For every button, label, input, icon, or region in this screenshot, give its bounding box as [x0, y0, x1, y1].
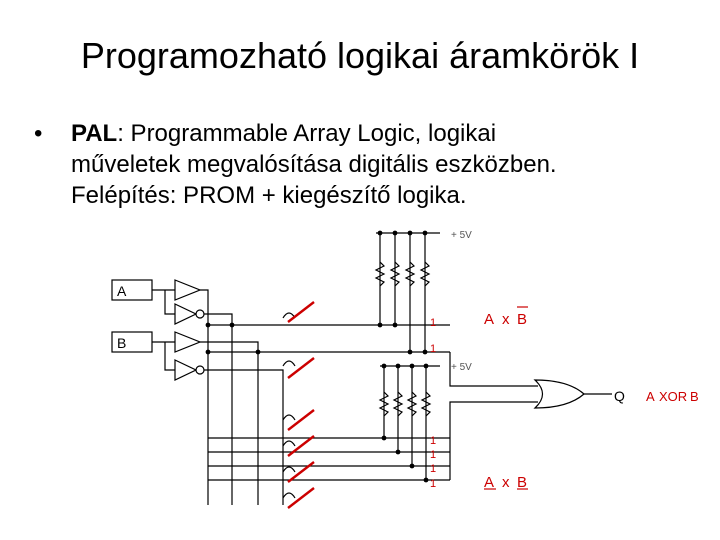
blown-fuse-mark: [288, 358, 314, 378]
blown-fuses: [288, 302, 314, 508]
product-top-b: B: [517, 311, 528, 328]
row-value: 1: [430, 343, 437, 355]
or-gate: [535, 380, 584, 408]
output-expr-a: A: [646, 389, 655, 404]
product-top-a: A: [484, 311, 495, 328]
fuse-links: [283, 313, 295, 498]
row-value: 1: [430, 463, 437, 475]
fuse-link: [283, 441, 295, 446]
output-q-label: Q: [614, 388, 625, 404]
inverter-a: [175, 304, 196, 324]
product-term-top: [484, 307, 528, 328]
product-term-bottom: [484, 474, 528, 491]
supply-label-top: + 5V: [451, 230, 472, 241]
blown-fuse-mark: [288, 410, 314, 430]
blown-fuse-mark: [288, 488, 314, 508]
inverter-b-bubble: [196, 366, 204, 374]
bullet-line-3: Felépítés: PROM + kiegészítő logika.: [71, 182, 467, 209]
pullup-wires-top: [380, 233, 425, 352]
product-lines-bottom: [208, 438, 450, 480]
blown-fuse-mark: [288, 436, 314, 456]
blown-fuse-mark: [288, 462, 314, 482]
output-expr-b: B: [690, 389, 699, 404]
blown-fuse-mark: [288, 302, 314, 322]
pullup-resistors: [376, 262, 430, 416]
slide-title: Programozható logikai áramkörök I: [80, 35, 640, 76]
circuit-wires: [112, 233, 612, 505]
fuse-link: [283, 467, 295, 472]
buffer-b: [175, 332, 200, 352]
input-b-label: B: [117, 335, 127, 351]
bullet-dot: •: [34, 120, 43, 147]
inverter-b: [175, 360, 196, 380]
fuse-link: [283, 493, 295, 498]
product-bottom-x: x: [502, 474, 510, 491]
input-a-wire: [152, 290, 175, 314]
bullet-line-2: műveletek megvalósítása digitális eszközben.: [71, 151, 557, 178]
supply-label-bottom: + 5V: [451, 362, 472, 373]
output-expr-xor: XOR: [659, 389, 688, 404]
inverter-a-bubble: [196, 310, 204, 318]
product-bottom-a: A: [484, 474, 495, 491]
output-expression: [646, 389, 699, 404]
bullet-term: PAL: [71, 120, 118, 147]
or-input-2: [450, 402, 538, 480]
input-a-label: A: [117, 283, 127, 299]
row-value: 1: [430, 449, 437, 461]
product-bottom-b: B: [517, 474, 528, 491]
fuse-link: [283, 361, 295, 366]
row-value: 1: [430, 317, 437, 329]
column-a: [200, 290, 208, 505]
row-value: 1: [430, 478, 437, 490]
input-b-wire: [152, 342, 175, 370]
fuse-link: [283, 415, 295, 420]
bullet-line-1: : Programmable Array Logic, logikai: [117, 120, 497, 147]
product-top-x: x: [502, 311, 510, 328]
row-value: 1: [430, 435, 437, 447]
pullup-wires-bottom: [384, 366, 426, 480]
buffer-a: [175, 280, 200, 300]
